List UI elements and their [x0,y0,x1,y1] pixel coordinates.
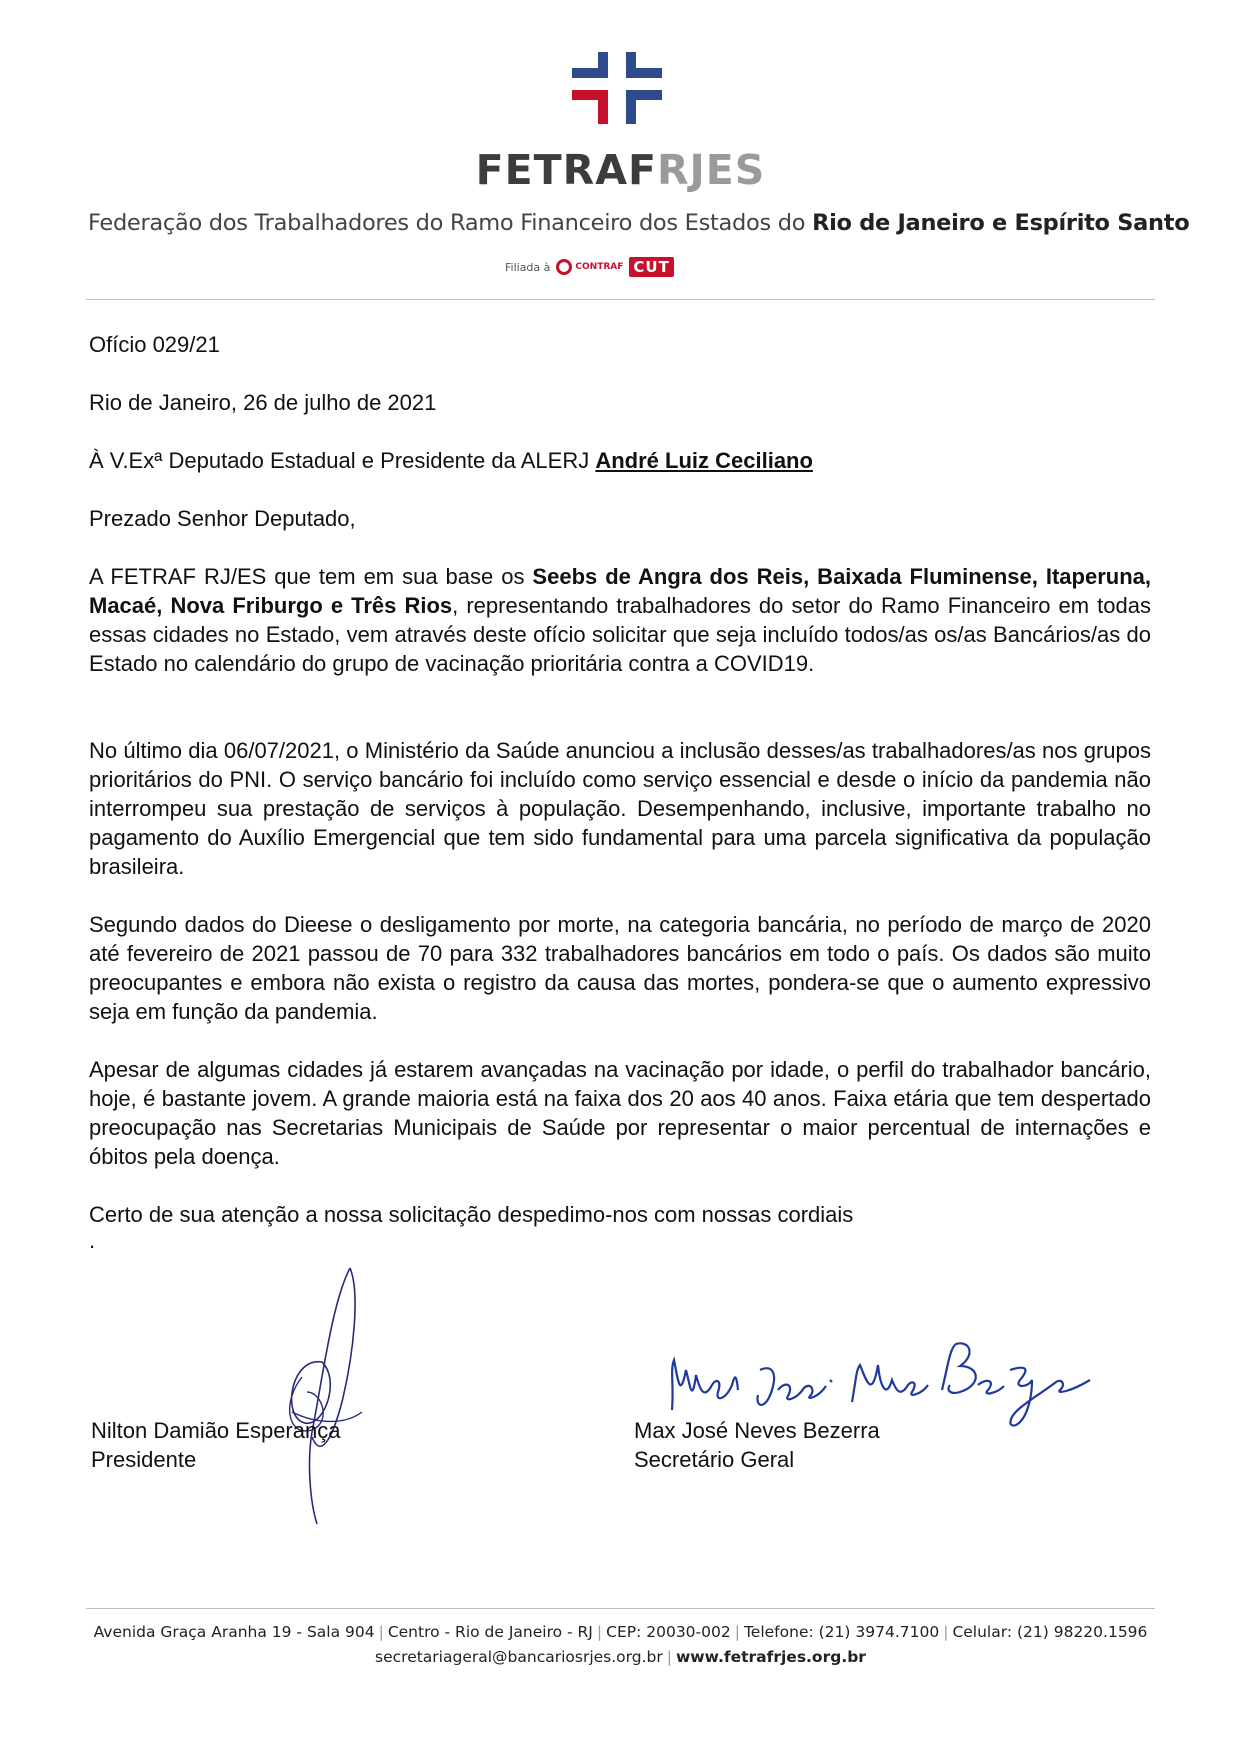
footer-cep: CEP: 20030-002 [606,1623,731,1641]
federation-name: Federação dos Trabalhadores do Ramo Financeiro dos Estados do Rio de Janeiro e Espírito Santo [88,210,1190,236]
footer-web-line: secretariageral@bancariosrjes.org.br | www.fetrafrjes.org.br [375,1648,866,1666]
footer-district: Centro - Rio de Janeiro - RJ [387,1623,593,1641]
recipient-name: André Luiz Ceciliano [595,448,813,473]
contraf-logo: CONTRAF [556,259,623,275]
signature-left [91,1416,340,1474]
header-divider [86,299,1155,300]
paragraph-4: Apesar de algumas cidades já estarem avançadas na vacinação por idade, o perfil do trabalhador bancário, hoje, é bastante jovem. A grande maioria está na faixa dos 20 aos 40 anos. Faixa etária que tem despertado preocupação nas Secretarias Municipais de Saúde por representar o maior percentual de internações e óbitos pela doença. [89,1057,1151,1169]
signature-left-image [262,1262,392,1532]
recipient-line: À V.Exª Deputado Estadual e Presidente da ALERJ André Luiz Ceciliano [89,448,813,473]
brand-wordmark: FETRAFRJES [475,146,766,194]
paragraph-2: No último dia 06/07/2021, o Ministério da Saúde anunciou a inclusão desses/as trabalhadores/as nos grupos prioritários do PNI. O serviço bancário foi incluído como serviço essencial e desde o início da pandemia não interrompeu sua prestação de serviços à população. Desempenhando, inclusive, importante trabalho no pagamento do Auxílio Emergencial que tem sido fundamental para uma parcela significativa da população brasileira. [89,738,1151,879]
greeting: Prezado Senhor Deputado, [89,506,356,531]
cut-logo: CUT [629,257,673,277]
footer-divider [86,1608,1155,1609]
footer-email[interactable]: secretariageral@bancariosrjes.org.br [375,1648,663,1666]
signer-left-title: Presidente [91,1447,197,1472]
signature-right [634,1416,880,1474]
closing: Certo de sua atenção a nossa solicitação despedimo-nos com nossas cordiais [89,1202,854,1227]
footer-address: Avenida Graça Aranha 19 - Sala 904 [93,1623,375,1641]
closing-dot: . [89,1228,96,1253]
date-line: Rio de Janeiro, 26 de julho de 2021 [89,390,437,415]
paragraph-3: Segundo dados do Dieese o desligamento por morte, na categoria bancária, no período de março de 2020 até fevereiro de 2021 passou de 70 para 332 trabalhadores bancários em todo o país. Os dados são muito preocupantes e embora não exista o registro da causa das mortes, pondera-se que o aumento expressivo seja em função da pandemia. [89,912,1151,1024]
footer-phone: Telefone: (21) 3974.7100 [743,1623,940,1641]
signer-left-name: Nilton Damião Esperança [91,1418,341,1443]
paragraph-1: A FETRAF RJ/ES que tem em sua base os Seebs de Angra dos Reis, Baixada Fluminense, Itaperuna, Macaé, Nova Friburgo e Três Rios, representando trabalhadores do setor do Ramo Financeiro em todas essas cidades no Estado, vem através deste ofício solicitar que seja incluído todos/as os/as Bancários/as do Estado no calendário do grupo de vacinação prioritária contra a COVID19. [89,564,1151,676]
oficio-number: Ofício 029/21 [89,332,220,357]
footer-contact-line: Avenida Graça Aranha 19 - Sala 904 | Centro - Rio de Janeiro - RJ | CEP: 20030-002 | Telefone: (21) 3974.7100 | Celular: (21) 98220.1596 [93,1623,1148,1641]
footer-website[interactable]: www.fetrafrjes.org.br [675,1648,866,1666]
footer-mobile: Celular: (21) 98220.1596 [952,1623,1148,1641]
contraf-ring-icon [556,259,572,275]
signer-right-name: Max José Neves Bezerra [634,1418,880,1443]
signer-right-title: Secretário Geral [634,1447,795,1472]
fetraf-logo-icon [572,52,662,142]
affiliation: Filiada à CONTRAF CUT [505,255,674,279]
